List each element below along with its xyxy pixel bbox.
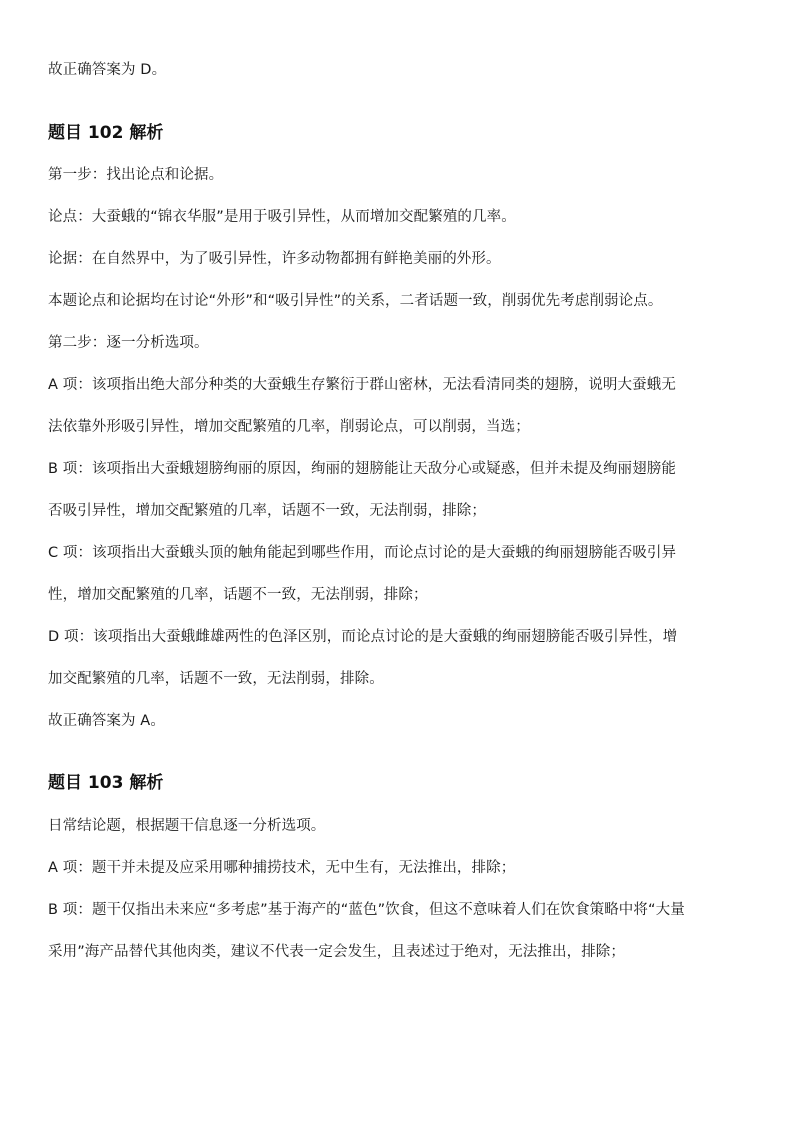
- paragraph-line: A 项：题干并未提及应采用哪种捕捞技术，无中生有，无法推出，排除；: [48, 860, 516, 876]
- paragraph-line: 论据：在自然界中，为了吸引异性，许多动物都拥有鲜艳美丽的外形。: [48, 251, 501, 267]
- paragraph-line: 性，增加交配繁殖的几率，话题不一致，无法削弱，排除；: [48, 587, 428, 603]
- section-title-103: 题目 103 解析: [48, 773, 164, 793]
- paragraph-line: 采用”海产品替代其他肉类，建议不代表一定会发生，且表述过于绝对，无法推出，排除；: [48, 944, 626, 960]
- paragraph-line: 第一步：找出论点和论据。: [48, 167, 224, 183]
- paragraph-line: 论点：大蚕蛾的“锦衣华服”是用于吸引异性，从而增加交配繁殖的几率。: [48, 209, 516, 225]
- paragraph-line: D 项：该项指出大蚕蛾雌雄两性的色泽区别，而论点讨论的是大蚕蛾的绚丽翅膀能否吸引异性，增: [48, 629, 678, 645]
- paragraph-line: B 项：该项指出大蚕蛾翅膀绚丽的原因，绚丽的翅膀能让天敌分心或疑惑，但并未提及绚丽翅膀能: [48, 461, 676, 477]
- paragraph-line: 日常结论题，根据题干信息逐一分析选项。: [48, 818, 326, 834]
- paragraph-line: 加交配繁殖的几率，话题不一致，无法削弱，排除。: [48, 671, 384, 687]
- paragraph-line: 法依靠外形吸引异性，增加交配繁殖的几率，削弱论点，可以削弱，当选；: [48, 419, 530, 435]
- paragraph-line: A 项：该项指出绝大部分种类的大蚕蛾生存繁衍于群山密林，无法看清同类的翅膀，说明大蚕蛾无: [48, 377, 676, 393]
- paragraph-line: 否吸引异性，增加交配繁殖的几率，话题不一致，无法削弱，排除；: [48, 503, 486, 519]
- paragraph-line: 第二步：逐一分析选项。: [48, 335, 209, 351]
- paragraph-line: 本题论点和论据均在讨论“外形”和“吸引异性”的关系，二者话题一致，削弱优先考虑削弱论点。: [48, 293, 663, 309]
- paragraph-line: C 项：该项指出大蚕蛾头顶的触角能起到哪些作用，而论点讨论的是大蚕蛾的绚丽翅膀能否吸引异: [48, 545, 677, 561]
- section-title-102: 题目 102 解析: [48, 123, 164, 143]
- answer-line: 故正确答案为 A。: [48, 713, 165, 729]
- answer-line: 故正确答案为 D。: [48, 62, 167, 78]
- paragraph-line: B 项：题干仅指出未来应“多考虑”基于海产的“蓝色”饮食，但这不意味着人们在饮食策略中将“大量: [48, 902, 685, 918]
